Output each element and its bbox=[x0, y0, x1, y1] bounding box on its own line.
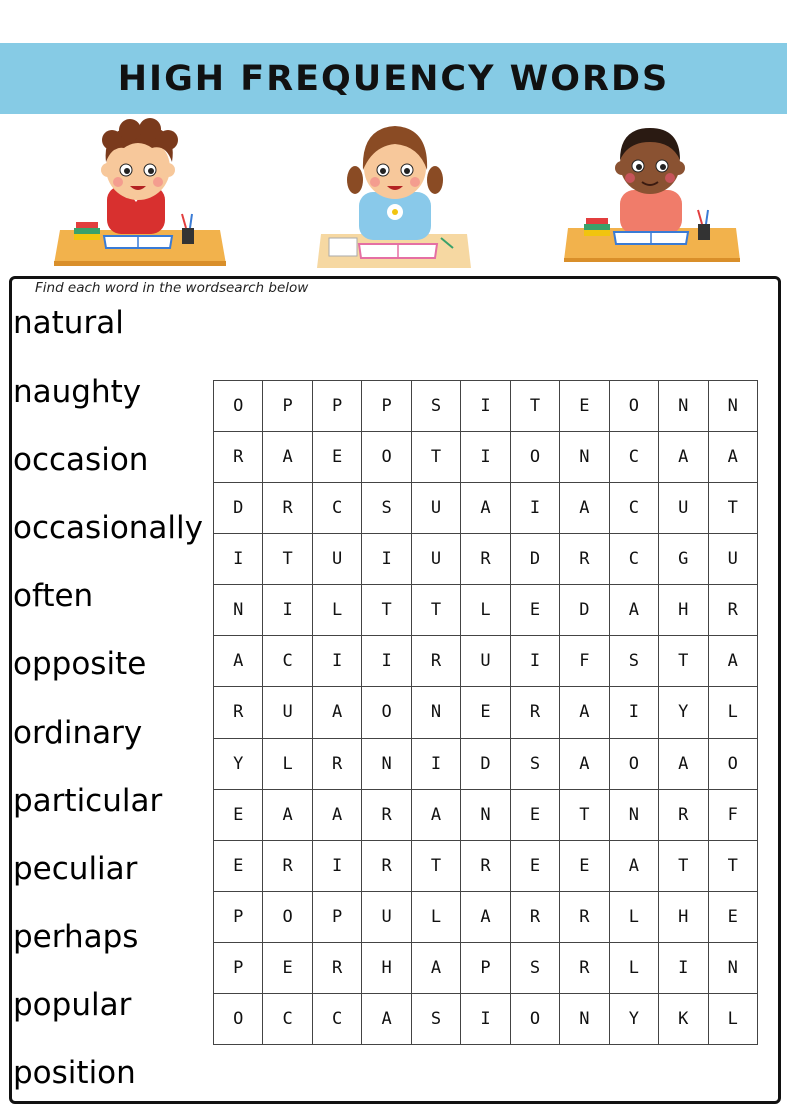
grid-cell[interactable]: A bbox=[560, 483, 609, 534]
word-list-item: occasionally bbox=[13, 510, 203, 546]
grid-cell[interactable]: A bbox=[709, 636, 758, 687]
grid-cell[interactable]: I bbox=[610, 687, 659, 738]
word-list-item: ordinary bbox=[13, 715, 143, 751]
grid-cell[interactable]: U bbox=[461, 636, 510, 687]
grid-cell[interactable]: O bbox=[709, 739, 758, 790]
grid-cell[interactable]: I bbox=[659, 943, 708, 994]
grid-cell[interactable]: N bbox=[362, 739, 411, 790]
grid-cell[interactable]: T bbox=[709, 483, 758, 534]
grid-cell[interactable]: U bbox=[709, 534, 758, 585]
grid-cell[interactable]: E bbox=[511, 841, 560, 892]
grid-cell[interactable]: R bbox=[560, 943, 609, 994]
grid-cell[interactable]: A bbox=[659, 739, 708, 790]
grid-cell[interactable]: I bbox=[263, 585, 312, 636]
girl-writing-illustration bbox=[315, 118, 473, 270]
grid-cell[interactable]: H bbox=[659, 892, 708, 943]
word-list-item: occasion bbox=[13, 442, 149, 478]
grid-cell[interactable]: A bbox=[412, 790, 461, 841]
grid-cell[interactable]: D bbox=[214, 483, 263, 534]
grid-cell[interactable]: R bbox=[709, 585, 758, 636]
grid-cell[interactable]: T bbox=[412, 432, 461, 483]
grid-cell[interactable]: L bbox=[412, 892, 461, 943]
grid-cell[interactable]: U bbox=[313, 534, 362, 585]
grid-cell[interactable]: R bbox=[659, 790, 708, 841]
grid-cell[interactable]: C bbox=[610, 483, 659, 534]
grid-cell[interactable]: R bbox=[362, 841, 411, 892]
grid-cell[interactable]: T bbox=[412, 585, 461, 636]
grid-cell[interactable]: Y bbox=[610, 994, 659, 1045]
grid-cell[interactable]: R bbox=[560, 892, 609, 943]
grid-cell[interactable]: S bbox=[412, 381, 461, 432]
grid-cell[interactable]: L bbox=[313, 585, 362, 636]
word-list-item: natural bbox=[13, 305, 124, 341]
grid-cell[interactable]: T bbox=[263, 534, 312, 585]
grid-cell[interactable]: A bbox=[659, 432, 708, 483]
wordsearch-grid bbox=[213, 380, 758, 1045]
grid-cell[interactable]: U bbox=[412, 534, 461, 585]
grid-cell[interactable]: C bbox=[313, 483, 362, 534]
grid-cell[interactable]: E bbox=[263, 943, 312, 994]
grid-cell[interactable]: A bbox=[610, 841, 659, 892]
grid-cell[interactable]: O bbox=[511, 994, 560, 1045]
grid-cell[interactable]: A bbox=[412, 943, 461, 994]
word-list-item: popular bbox=[13, 987, 132, 1023]
grid-cell[interactable]: O bbox=[362, 432, 411, 483]
grid-cell[interactable]: F bbox=[709, 790, 758, 841]
grid-cell[interactable]: T bbox=[659, 636, 708, 687]
grid-cell[interactable]: N bbox=[214, 585, 263, 636]
grid-cell[interactable]: I bbox=[362, 636, 411, 687]
grid-cell[interactable]: I bbox=[461, 381, 510, 432]
grid-cell[interactable]: T bbox=[511, 381, 560, 432]
grid-cell[interactable]: T bbox=[709, 841, 758, 892]
grid-cell[interactable]: K bbox=[659, 994, 708, 1045]
grid-cell[interactable]: I bbox=[461, 994, 510, 1045]
grid-cell[interactable]: N bbox=[560, 432, 609, 483]
word-list-item: particular bbox=[13, 783, 163, 819]
grid-cell[interactable]: C bbox=[610, 534, 659, 585]
grid-cell[interactable]: A bbox=[362, 994, 411, 1045]
grid-cell[interactable]: D bbox=[461, 739, 510, 790]
grid-cell[interactable]: N bbox=[461, 790, 510, 841]
grid-cell[interactable]: A bbox=[560, 687, 609, 738]
grid-cell[interactable]: H bbox=[659, 585, 708, 636]
grid-cell[interactable]: A bbox=[263, 432, 312, 483]
grid-cell[interactable]: O bbox=[263, 892, 312, 943]
grid-cell[interactable]: R bbox=[511, 687, 560, 738]
grid-cell[interactable]: L bbox=[709, 994, 758, 1045]
grid-cell[interactable]: O bbox=[610, 739, 659, 790]
grid-cell[interactable]: E bbox=[214, 790, 263, 841]
grid-cell[interactable]: S bbox=[610, 636, 659, 687]
grid-cell[interactable]: O bbox=[214, 994, 263, 1045]
word-list-item: peculiar bbox=[13, 851, 138, 887]
grid-cell[interactable]: L bbox=[461, 585, 510, 636]
grid-cell[interactable]: N bbox=[412, 687, 461, 738]
word-list-item: opposite bbox=[13, 646, 147, 682]
grid-cell[interactable]: A bbox=[461, 892, 510, 943]
grid-cell[interactable]: S bbox=[412, 994, 461, 1045]
grid-cell[interactable]: E bbox=[214, 841, 263, 892]
grid-cell[interactable]: S bbox=[511, 943, 560, 994]
boy-studying-illustration bbox=[562, 118, 742, 264]
grid-cell[interactable]: E bbox=[709, 892, 758, 943]
grid-cell[interactable]: S bbox=[362, 483, 411, 534]
grid-cell[interactable]: A bbox=[214, 636, 263, 687]
grid-cell[interactable]: O bbox=[214, 381, 263, 432]
grid-cell[interactable]: I bbox=[461, 432, 510, 483]
word-list-item: perhaps bbox=[13, 919, 139, 955]
word-list-item: naughty bbox=[13, 374, 142, 410]
grid-cell[interactable]: C bbox=[263, 994, 312, 1045]
grid-cell[interactable]: L bbox=[610, 892, 659, 943]
grid-cell[interactable]: T bbox=[659, 841, 708, 892]
page-title: HIGH FREQUENCY WORDS bbox=[117, 58, 670, 99]
grid-cell[interactable]: R bbox=[214, 687, 263, 738]
grid-cell[interactable]: L bbox=[709, 687, 758, 738]
grid-cell[interactable]: N bbox=[709, 381, 758, 432]
grid-cell[interactable]: G bbox=[659, 534, 708, 585]
grid-cell[interactable]: I bbox=[214, 534, 263, 585]
grid-cell[interactable]: H bbox=[362, 943, 411, 994]
grid-cell[interactable]: R bbox=[511, 892, 560, 943]
grid-cell[interactable]: L bbox=[610, 943, 659, 994]
grid-cell[interactable]: R bbox=[263, 841, 312, 892]
grid-cell[interactable]: A bbox=[263, 790, 312, 841]
grid-cell[interactable]: O bbox=[362, 687, 411, 738]
grid-cell[interactable]: O bbox=[511, 432, 560, 483]
grid-cell[interactable]: P bbox=[214, 943, 263, 994]
grid-cell[interactable]: C bbox=[610, 432, 659, 483]
grid-cell[interactable]: A bbox=[313, 790, 362, 841]
grid-cell[interactable]: F bbox=[560, 636, 609, 687]
grid-cell[interactable]: A bbox=[709, 432, 758, 483]
grid-cell[interactable]: Y bbox=[659, 687, 708, 738]
grid-cell[interactable]: N bbox=[610, 790, 659, 841]
grid-cell[interactable]: R bbox=[313, 739, 362, 790]
grid-cell[interactable]: R bbox=[214, 432, 263, 483]
grid-cell[interactable]: A bbox=[313, 687, 362, 738]
grid-cell[interactable]: N bbox=[659, 381, 708, 432]
grid-cell[interactable]: A bbox=[461, 483, 510, 534]
grid-cell[interactable]: E bbox=[560, 381, 609, 432]
grid-cell[interactable]: I bbox=[412, 739, 461, 790]
grid-cell[interactable]: S bbox=[511, 739, 560, 790]
grid-cell[interactable]: R bbox=[461, 841, 510, 892]
grid-cell[interactable]: C bbox=[263, 636, 312, 687]
grid-cell[interactable]: I bbox=[313, 636, 362, 687]
grid-cell[interactable]: O bbox=[610, 381, 659, 432]
grid-cell[interactable]: N bbox=[709, 943, 758, 994]
grid-cell[interactable]: P bbox=[214, 892, 263, 943]
grid-cell[interactable]: P bbox=[362, 381, 411, 432]
grid-cell[interactable]: C bbox=[313, 994, 362, 1045]
grid-cell[interactable]: L bbox=[263, 739, 312, 790]
grid-cell[interactable]: N bbox=[560, 994, 609, 1045]
grid-cell[interactable]: E bbox=[461, 687, 510, 738]
grid-cell[interactable]: P bbox=[313, 381, 362, 432]
instruction-text: Find each word in the wordsearch below bbox=[35, 280, 309, 296]
grid-cell[interactable]: P bbox=[461, 943, 510, 994]
grid-cell[interactable]: E bbox=[313, 432, 362, 483]
grid-cell[interactable]: T bbox=[560, 790, 609, 841]
grid-cell[interactable]: R bbox=[313, 943, 362, 994]
grid-cell[interactable]: T bbox=[412, 841, 461, 892]
grid-cell[interactable]: E bbox=[560, 841, 609, 892]
grid-cell[interactable]: R bbox=[263, 483, 312, 534]
grid-cell[interactable]: I bbox=[313, 841, 362, 892]
boy-writing-illustration bbox=[52, 118, 228, 268]
grid-cell[interactable]: D bbox=[560, 585, 609, 636]
word-list-item: position bbox=[13, 1055, 136, 1091]
grid-cell[interactable]: P bbox=[263, 381, 312, 432]
grid-cell[interactable]: U bbox=[263, 687, 312, 738]
grid-cell[interactable]: U bbox=[362, 892, 411, 943]
grid-cell[interactable]: P bbox=[313, 892, 362, 943]
grid-cell[interactable]: A bbox=[610, 585, 659, 636]
grid-cell[interactable]: U bbox=[412, 483, 461, 534]
grid-cell[interactable]: D bbox=[511, 534, 560, 585]
grid-cell[interactable]: R bbox=[560, 534, 609, 585]
grid-cell[interactable]: I bbox=[511, 636, 560, 687]
grid-cell[interactable]: R bbox=[412, 636, 461, 687]
grid-cell[interactable]: E bbox=[511, 790, 560, 841]
grid-cell[interactable]: I bbox=[362, 534, 411, 585]
grid-cell[interactable]: A bbox=[560, 739, 609, 790]
grid-cell[interactable]: I bbox=[511, 483, 560, 534]
grid-cell[interactable]: Y bbox=[214, 739, 263, 790]
title-banner bbox=[0, 43, 787, 114]
grid-cell[interactable]: R bbox=[461, 534, 510, 585]
word-list-item: often bbox=[13, 578, 94, 614]
grid-cell[interactable]: E bbox=[511, 585, 560, 636]
grid-cell[interactable]: T bbox=[362, 585, 411, 636]
grid-cell[interactable]: U bbox=[659, 483, 708, 534]
grid-cell[interactable]: R bbox=[362, 790, 411, 841]
